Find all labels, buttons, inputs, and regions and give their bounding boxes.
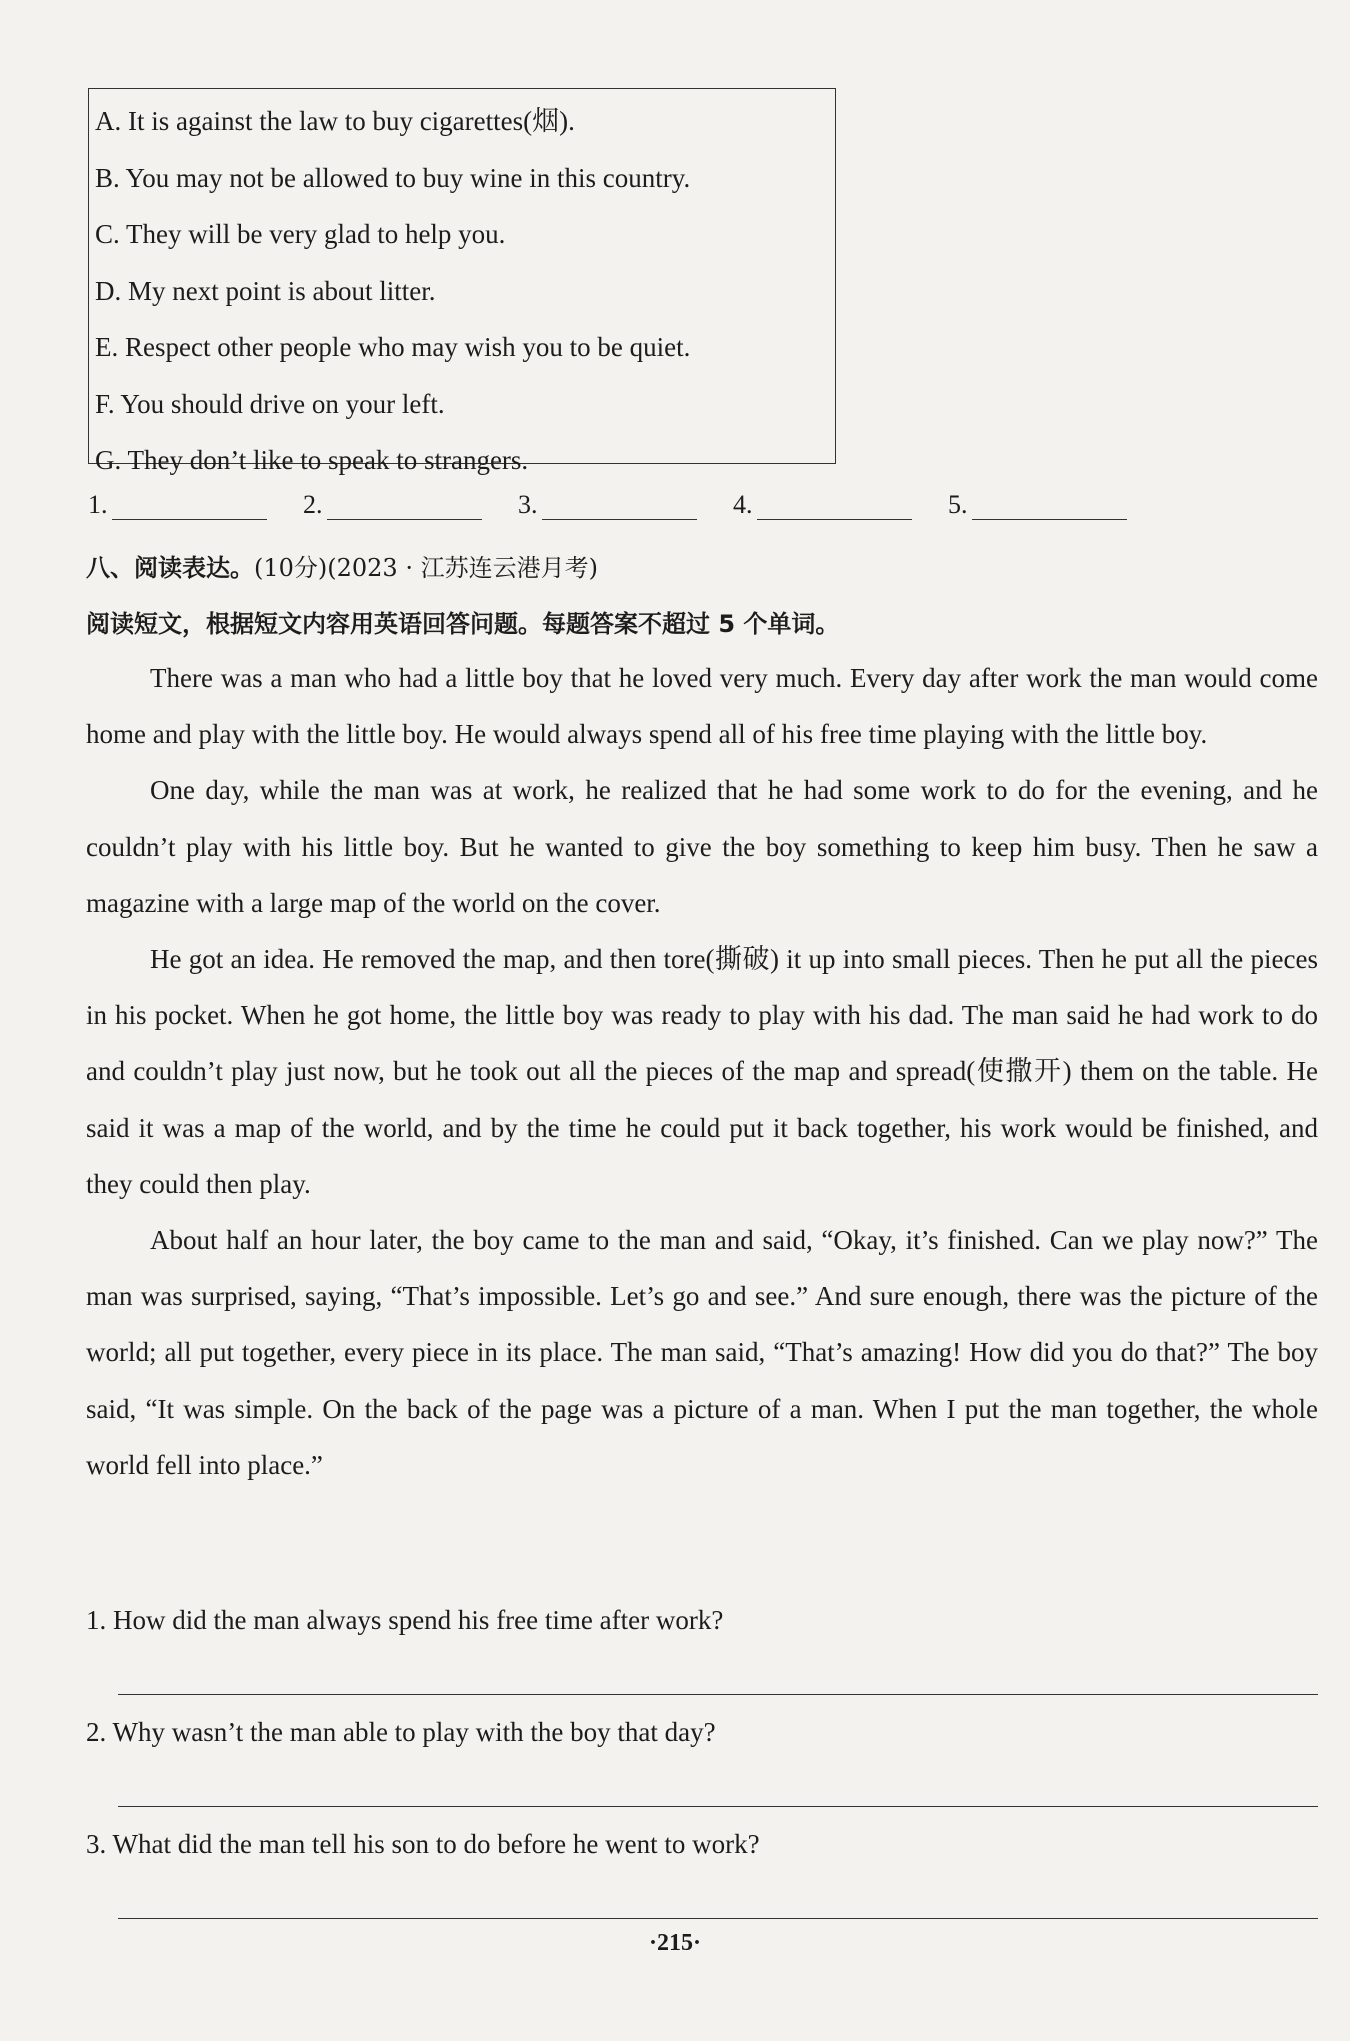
section-instructions: 阅读短文，根据短文内容用英语回答问题。每题答案不超过 5 个单词。 [86, 610, 840, 638]
passage-paragraph: One day, while the man was at work, he realized that he had some work to do for the evening, and he couldn’t play with his little boy. But he wanted to give the boy something to keep him busy. Then he saw a magazine with a large map of the world on the cover. [86, 775, 1318, 918]
option-f: F. You should drive on your left. [95, 388, 445, 419]
question-item [86, 1712, 1318, 1824]
answer-number: 1. [88, 490, 108, 519]
answer-slot-1 [88, 490, 303, 520]
answer-slot-3 [518, 490, 733, 520]
question-text: 2. Why wasn’t the man able to play with the boy that day? [86, 1717, 716, 1747]
answer-number: 2. [303, 490, 323, 519]
answer-blanks-row [88, 490, 1328, 520]
answer-blank[interactable] [972, 491, 1127, 520]
question-list [86, 1600, 1318, 1936]
passage-paragraph: About half an hour later, the boy came to the man and said, “Okay, it’s finished. Can we play now?” The man was surprised, saying, “That’s impossible. Let’s go and see.” And sure enough, there was the picture of the world; all put together, every piece in its place. The man said, “That’s amazing! How did you do that?” The boy said, “It was simple. On the back of the page was a picture of a man. When I put the man together, the whole world fell into place.” [86, 1225, 1318, 1480]
answer-number: 3. [518, 490, 538, 519]
question-text: 1. How did the man always spend his free time after work? [86, 1605, 724, 1635]
page-number: ·215· [648, 1930, 701, 1956]
answer-line[interactable] [118, 1806, 1318, 1807]
question-item [86, 1600, 1318, 1712]
option-b: B. You may not be allowed to buy wine in this country. [95, 162, 691, 193]
answer-line[interactable] [118, 1918, 1318, 1919]
options-box [88, 88, 836, 475]
reading-passage [86, 650, 1318, 1493]
answer-line[interactable] [118, 1694, 1318, 1695]
question-item [86, 1824, 1318, 1936]
answer-blank[interactable] [327, 491, 482, 520]
answer-slot-4 [733, 490, 948, 520]
answer-number: 4. [733, 490, 753, 519]
option-a: A. It is against the law to buy cigarettes(烟). [95, 106, 575, 136]
passage-paragraph: He got an idea. He removed the map, and then tore(撕破) it up into small pieces. Then he put all the pieces in his pocket. When he got home, the little boy was ready to play with his dad. The man said he had work to do and couldn’t play just now, but he took out all the pieces of the map and spread(使撒开) them on the table. He said it was a map of the world, and by the time he could put it back together, his work would be finished, and they could then play. [86, 944, 1318, 1199]
section-title: 八、阅读表达。 [86, 554, 254, 582]
answer-blank[interactable] [112, 491, 267, 520]
option-e: E. Respect other people who may wish you to be quiet. [95, 332, 691, 362]
answer-slot-5 [948, 490, 1163, 520]
answer-slot-2 [303, 490, 518, 520]
question-text: 3. What did the man tell his son to do before he went to work? [86, 1829, 760, 1859]
option-d: D. My next point is about litter. [95, 275, 436, 306]
option-c: C. They will be very glad to help you. [95, 219, 506, 249]
passage-paragraph: There was a man who had a little boy that he loved very much. Every day after work the man would come home and play with the little boy. He would always spend all of his free time playing with the little boy. [86, 663, 1318, 750]
answer-number: 5. [948, 490, 968, 519]
section-heading [86, 548, 598, 583]
answer-blank[interactable] [542, 491, 697, 520]
option-g: G. They don’t like to speak to strangers. [95, 445, 529, 475]
section-meta: (10分)(2023 · 江苏连云港月考) [254, 554, 598, 582]
answer-blank[interactable] [757, 491, 912, 520]
